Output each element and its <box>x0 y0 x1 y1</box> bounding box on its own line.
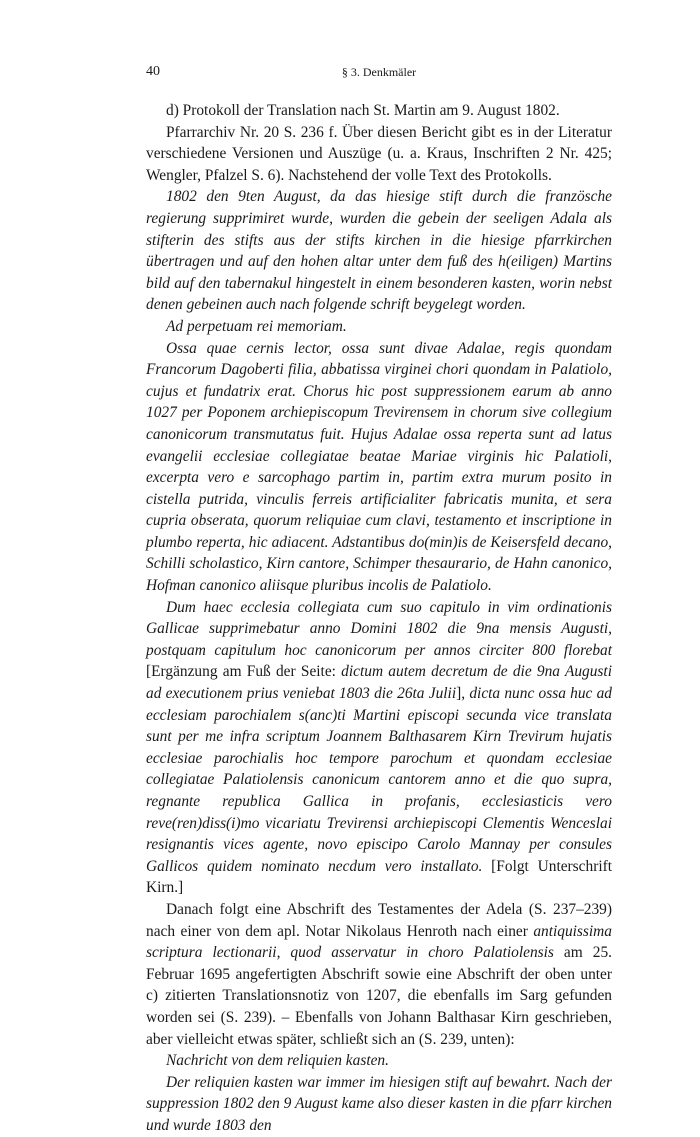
body-text <box>146 100 612 1137</box>
paragraph-p3 <box>146 186 612 316</box>
roman-text: am 25. Februar 1695 angefertigten Abschrift sowie eine Abschrift der oben unter c) zitierten Translationsnotiz von 1207, die ebenfalls im Sarg gefunden worden sei (S. 239). – Ebenfalls von Johann Balthasar Kirn geschrieben, aber vielleicht etwas später, schließt sich an (S. 239, unten): <box>146 944 612 1048</box>
paragraph-p6 <box>146 597 612 899</box>
paragraph-p2 <box>146 122 612 187</box>
italic-text: 1802 den 9ten August, da das hiesige stift durch die französche regierung supprimiret wurde, wurden die gebein der seeligen Adala als stifterin des stifts aus der stifts kirchen in die hiesige pfarrkirchen übertragen und auf den hohen altar unter dem fuß des h(eiligen) Martins bild auf den tabernakul hingestelt in einem besonderen kasten, worin nebst denen gebeinen auch nach folgende schrift beygelegt worden. <box>146 188 612 314</box>
roman-text: [Ergänzung am Fuß der Seite: <box>146 663 342 681</box>
paragraph-p1 <box>146 100 612 122</box>
paragraph-p5 <box>146 338 612 597</box>
italic-text: Der reliquien kasten war immer im hiesigen stift auf bewahrt. Nach der suppression 1802 den 9 August kame also dieser kasten in die pfarr kirchen und wurde 1803 den <box>146 1073 612 1134</box>
italic-text: Dum haec ecclesia collegiata cum suo capitulo in vim ordinationis Gallicae supprimebatur anno Domini 1802 die 9na mensis Augusti, postquam capitulum hoc canonicorum per annos circiter 800 florebat <box>146 598 612 659</box>
roman-text: Danach folgt eine Abschrift des Testamentes der Adela (S. 237–239) nach einer von dem apl. Notar Nikolaus Henroth nach einer <box>146 900 612 940</box>
italic-text: antiquissima scriptura lectionarii, quod asservatur in choro Palatiolensis <box>146 922 612 962</box>
italic-text: Ad perpetuam rei memoriam. <box>166 317 347 335</box>
paragraph-p9 <box>146 1072 612 1137</box>
italic-text: Nachricht von dem reliquien kasten. <box>166 1052 389 1070</box>
paragraph-p7 <box>146 899 612 1050</box>
paragraph-p8 <box>146 1050 612 1072</box>
roman-text: d) Protokoll der Translation nach St. Martin am 9. August 1802. <box>166 102 560 119</box>
page-number: 40 <box>146 64 160 79</box>
italic-text: dicta nunc ossa huc ad ecclesiam parochialem s(anc)ti Martini episcopi secunda vice translata sunt per me infra scriptum Joannem Balthasarem Kirn Trevirum hujatis ecclesiae parochialis hoc tempore parochum et quondam ecclesiae collegiatae Palatiolensis canonicum cantorem anno et die quo supra, regnante republica Gallica in profanis, ecclesiasticis vero reve(ren)diss(i)mo vicariatu Trevirensi archiepiscopi Clementis Wenceslai resignantis vices agente, novo episcipo Carolo Mannay per consules Gallicos quidem nominato necdum vero installato. <box>146 685 613 875</box>
roman-text: ], <box>456 685 470 703</box>
roman-text: [Folgt Unterschrift Kirn.] <box>146 857 612 897</box>
italic-text: dictum autem decretum de die 9na Augusti ad executionem prius veniebat 1803 die 26ta Julii <box>146 663 612 703</box>
page-header <box>146 64 612 84</box>
paragraph-p4 <box>146 316 612 338</box>
running-title: § 3. Denkmäler <box>341 65 417 79</box>
roman-text: Pfarrarchiv Nr. 20 S. 236 f. Über diesen Bericht gibt es in der Literatur verschiedene Versionen und Auszüge (u. a. Kraus, Inschriften 2 Nr. 425; Wengler, Pfalzel S. 6). Nachstehend der volle Text des Protokolls. <box>146 123 612 184</box>
italic-text: Ossa quae cernis lector, ossa sunt divae Adalae, regis quondam Francorum Dagoberti filia, abbatissa virginei chori quondam in Palatiolo, cujus et fundatrix erat. Chorus hic post suppressionem earum ab anno 1027 per Poponem archiepiscopum Trevirensem in chorum sive collegium canonicorum transmutatus fuit. Hujus Adalae ossa reperta sunt ad latus evangelii ecclesiae collegiatae beatae Mariae virginis hic Palatioli, excerpta vero e sarcophago partim in, partim extra murum posito in cistella putrida, vinculis ferreis artificialiter fabricatis munita, et sera cupria obserata, quorum reliquiae cum clavi, testamento et inscriptione in plumbo reperta, hic adiacent. Adstantibus do(min)is de Keisersfeld decano, Schilli scholastico, Kirn cantore, Schimper thesaurario, de Hahn canonico, Hofman canonico aliisque pluribus incolis de Palatiolo. <box>146 339 612 595</box>
